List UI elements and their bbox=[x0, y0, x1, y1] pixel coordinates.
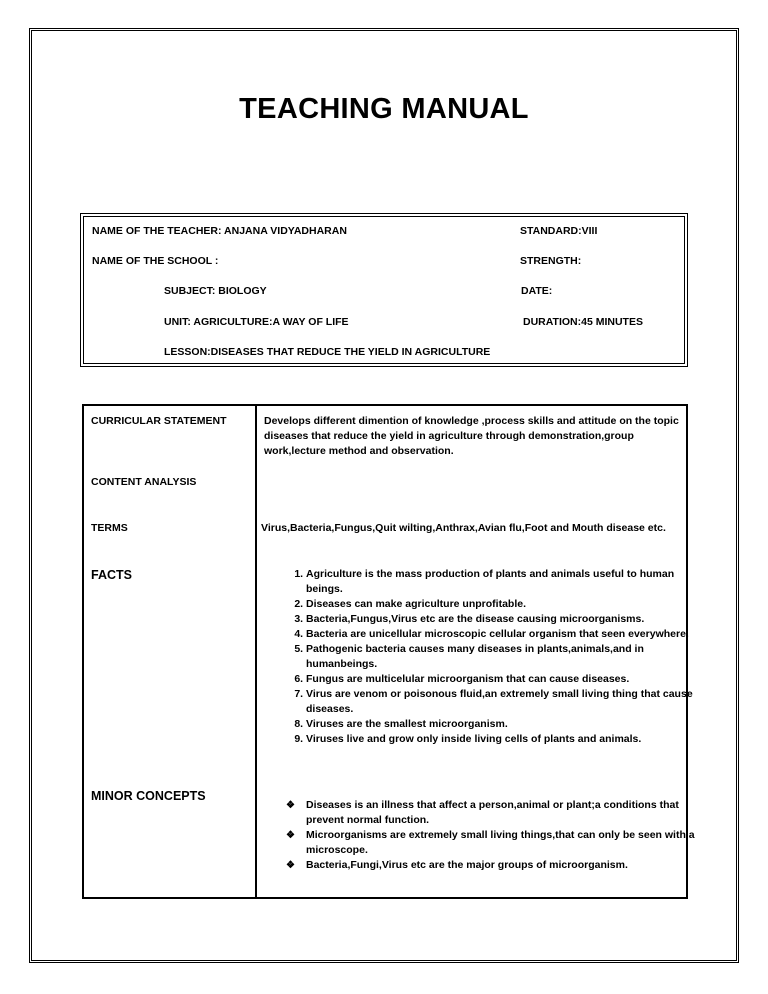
date: DATE: bbox=[521, 285, 553, 297]
school-name: NAME OF THE SCHOOL : bbox=[92, 255, 219, 267]
page-title: TEACHING MANUAL bbox=[239, 93, 529, 125]
lesson-table bbox=[82, 404, 695, 899]
list-item: 5. Pathogenic bacteria causes many diseases in plants,animals,and in humanbeings. bbox=[306, 642, 706, 672]
list-item: 3. Bacteria,Fungus,Virus etc are the disease causing microorganisms. bbox=[306, 612, 706, 627]
strength: STRENGTH: bbox=[520, 255, 582, 267]
list-item: 4. Bacteria are unicellular microscopic cellular organism that seen everywhere. bbox=[306, 627, 706, 642]
list-item: 2. Diseases can make agriculture unprofitable. bbox=[306, 597, 706, 612]
list-item: 8. Viruses are the smallest microorganism. bbox=[306, 717, 706, 732]
terms-text: Virus,Bacteria,Fungus,Quit wilting,Anthrax,Avian flu,Foot and Mouth disease etc. bbox=[261, 522, 666, 534]
facts-label: FACTS bbox=[91, 568, 132, 582]
list-item: 7. Virus are venom or poisonous fluid,an extremely small living thing that cause diseases. bbox=[306, 687, 706, 717]
standard: STANDARD:VIII bbox=[520, 225, 598, 237]
list-item: 1. Agriculture is the mass production of plants and animals useful to human beings. bbox=[306, 567, 706, 597]
list-item bbox=[286, 858, 706, 873]
content-analysis-label: CONTENT ANALYSIS bbox=[91, 476, 197, 488]
info-box bbox=[80, 213, 688, 367]
diamond-bullet-icon: ❖ bbox=[286, 830, 295, 841]
minor-concepts-label: MINOR CONCEPTS bbox=[91, 789, 206, 803]
concept-text: Bacteria,Fungi,Virus etc are the major groups of microorganism. bbox=[306, 859, 628, 871]
unit: UNIT: AGRICULTURE:A WAY OF LIFE bbox=[164, 316, 349, 328]
curricular-statement-label: CURRICULAR STATEMENT bbox=[91, 415, 227, 427]
facts-list bbox=[282, 567, 706, 747]
list-item: 6. Fungus are multicelular microorganism that can cause diseases. bbox=[306, 672, 706, 687]
duration: DURATION:45 MINUTES bbox=[523, 316, 643, 328]
column-divider bbox=[255, 406, 257, 897]
concept-text: Microorganisms are extremely small living things,that can only be seen with a microscope. bbox=[306, 829, 695, 856]
diamond-bullet-icon: ❖ bbox=[286, 800, 295, 811]
subject: SUBJECT: BIOLOGY bbox=[164, 285, 267, 297]
minor-concepts-list bbox=[282, 798, 706, 873]
list-item bbox=[286, 798, 706, 828]
curricular-statement-text: Develops different dimention of knowledge ,process skills and attitude on the topic diseases that reduce the yield in agriculture through demonstration,group work,lecture method and observation. bbox=[264, 415, 679, 457]
list-item: 9. Viruses live and grow only inside living cells of plants and animals. bbox=[306, 732, 706, 747]
concept-text: Diseases is an illness that affect a person,animal or plant;a conditions that prevent normal function. bbox=[306, 799, 679, 826]
terms-label: TERMS bbox=[91, 522, 128, 534]
diamond-bullet-icon: ❖ bbox=[286, 860, 295, 871]
lesson: LESSON:DISEASES THAT REDUCE THE YIELD IN AGRICULTURE bbox=[164, 346, 491, 358]
teacher-name: NAME OF THE TEACHER: ANJANA VIDYADHARAN bbox=[92, 225, 347, 237]
list-item bbox=[286, 828, 706, 858]
